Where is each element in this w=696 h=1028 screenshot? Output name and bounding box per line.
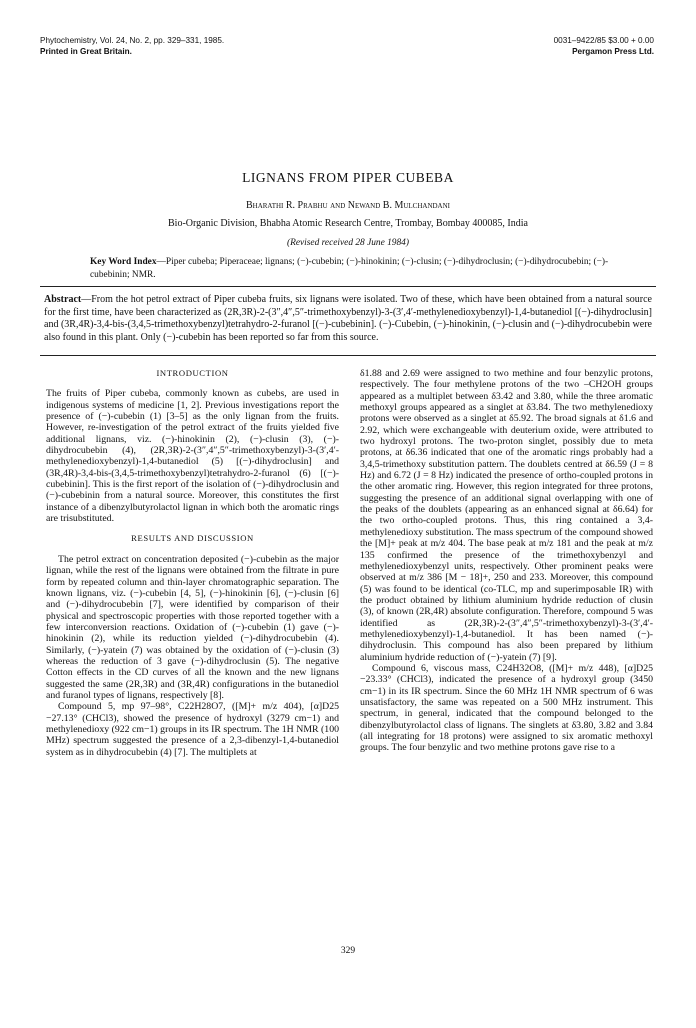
abstract: [44, 294, 652, 344]
affiliation: Bio-Organic Division, Bhabha Atomic Research Centre, Trombay, Bombay 400085, India: [168, 218, 528, 229]
right-paragraph-2: Compound 6, viscous mass, C24H32O8, ([M]+ m/z 448), [α]D25 −23.33° (CHCl3), indicated the presence of a hydroxyl group (3450 cm−1) in its IR spectrum. Since the 60 MHz 1H NMR spectrum of 6 was unsatisfactory, the same was repeated on a 500 MHz instrument. This spectrum, in general, indicated that the compound belonged to the dibenzylbutyrolactol class of lignans. The singlets at δ3.80, 3.82 and 3.84 (all integrating for 18 protons) were assigned to six aromatic methoxyl groups. The four benzylic and two methine protons gave rise to a: [360, 662, 653, 754]
running-header-left: [40, 35, 224, 57]
abstract-label: Abstract: [44, 294, 82, 305]
section-heading-results: RESULTS AND DISCUSSION: [131, 533, 254, 544]
results-paragraph-2: Compound 5, mp 97–98°, C22H28O7, ([M]+ m/z 404), [α]D25 −27.13° (CHCl3), showed the presence of hydroxyl (3279 cm−1) and methylenedioxy (922 cm−1) groups in its IR spectrum. The 1H NMR (100 MHz) spectrum suggested the presence of a 2,3-dibenzyl-1,4-butanediol system as in dihydrocubebin (4) [7]. The multiplets at: [46, 701, 339, 758]
divider-top: [40, 286, 656, 287]
revised-date: (Revised received 28 June 1984): [287, 238, 409, 248]
page-number: 329: [340, 946, 356, 956]
right-column: [360, 368, 653, 754]
keywords-text: —Piper cubeba; Piperaceae; lignans; (−)-cubebin; (−)-hinokinin; (−)-clusin; (−)-dihydroclusin; (−)-dihydrocubebin; (−)-cubebinin; NMR.: [90, 257, 609, 280]
price-code: 0031–9422/85 $3.00 + 0.00: [553, 36, 654, 45]
running-header-right: [554, 35, 654, 57]
printed-in: Printed in Great Britain.: [40, 47, 132, 56]
abstract-text: —From the hot petrol extract of Piper cubeba fruits, six lignans were isolated. Two of these, which have been obtained from a natural source for the first time, have been characterized as (2R,3R)-2-(3″,4″,5″-trimethoxybenzyl)-3-(3′,4′-methylenedioxybenzyl)-1,4-butanediol [(−)-dihydroclusin] and (3R,4R)-3,4-bis-(3,4,5-trimethoxybenzyl)tetrahydro-2-furanol [(−)-cubebinin]. (−)-Cubebin, (−)-hinokinin, (−)-clusin and (−)-dihydrocubebin were also found in this plant. Only (−)-cubebin has been reported so far from this source.: [44, 294, 652, 343]
right-paragraph-1: δ1.88 and 2.69 were assigned to two methine and four benzylic protons, respectively. The four methylene protons of the two –CH2OH groups appeared as a multiplet between δ3.42 and 3.80, while the three aromatic methoxyl groups appeared as a singlet at δ3.84. The two methylenedioxy protons were observed as a singlet at δ5.92. The broad signals at δ1.6 and 2.92, which were exchangeable with deuterium oxide, were attributed to two hydroxyl protons. The two-proton singlet, possibly due to meta protons, at δ6.36 indicated that one of the aromatic rings probably had a 3,4,5-trimethoxy substitution pattern. The doublets centred at δ6.59 (J = 8 Hz) and 6.72 (J = 8 Hz) indicated the presence of ortho-coupled protons in the other aromatic ring. However, this region integrated for three protons, suggesting the presence of an additional signal overlapping with one of the peaks of the doublets (appearing as an enhanced signal at δ6.64) for the two ortho-coupled protons. Thus, this ring contained a 3,4-methylenedioxy substitution. The mass spectrum of the compound showed the [M]+ peak at m/z 404. The base peak at m/z 181 and the peak at m/z 135 confirmed the presence of the trimethoxybenzyl and methylenedioxybenzyl units, respectively. Other prominent peaks were observed at m/z 386 [M − 18]+, 250 and 233. Moreover, this compound (5) was found to be identical (co-TLC, mp and superimposable IR) with the product obtained by lithium aluminium hydride reduction of clusin (3), of known (2R,4R) absolute configuration. Therefore, compound 5 was identified as (2R,3R)-2-(3″,4″,5″-trimethoxybenzyl)-3-(3′,4′-methylenedioxybenzyl)-1,4-butanediol. It has been named (−)-dihydroclusin. This compound has also been prepared by lithium aluminium hydride reduction of (−)-yatein (7) [9].: [360, 368, 653, 663]
divider-bottom: [40, 355, 656, 356]
keywords-label: Key Word Index: [90, 257, 157, 267]
section-heading-introduction: INTRODUCTION: [156, 368, 229, 378]
article-title: LIGNANS FROM PIPER CUBEBA: [242, 170, 454, 185]
keywords: [90, 256, 610, 282]
publisher: Pergamon Press Ltd.: [572, 47, 654, 56]
results-paragraph-1: The petrol extract on concentration deposited (−)-cubebin as the major lignan, while the rest of the lignans were obtained from the filtrate in pure form by repeated column and thin-layer chromatographic separation. The known lignans, viz. (−)-cubebin [4, 5], (−)-hinokinin [6], (−)-clusin [6] and (−)-dihydrocubebin [7], were identified by comparison of their physical and spectroscopic properties with those reported together with a few interconversion reactions. Oxidation of (−)-cubebin (1) gave (−)-hinokinin (2), while its reduction yielded (−)-dihydrocubebin (4). Similarly, (−)-yatein (7) was obtained by the oxidation of (−)-clusin (3) whereas the reduction of 3 gave (−)-dihydroclusin (5). The negative Cotton effects in the CD curves of all the known and the new lignans suggested the same (2R,3R) and (3R,4R) configurations in the butanediol and furanol types of lignans, respectively [8].: [46, 553, 339, 701]
authors: Bharathi R. Prabhu and Newand B. Mulchandani: [245, 200, 450, 211]
intro-paragraph: The fruits of Piper cubeba, commonly known as cubebs, are used in indigenous systems of medicine [1, 2]. Previous investigations report the presence of (−)-cubebin (1) [3–5] as the only lignan from the fruits. However, re-investigation of the petrol extract of the fruits yielded five additional lignans, viz. (−)-hinokinin (2), (−)-clusin (3), (−)-dihydrocubebin (4), (2R,3R)-2-(3″,4″,5″-trimethoxybenzyl)-3-(3′,4′-methylenedioxybenzyl)-1,4-butanediol (5) [(−)-dihydroclusin] and (3R,4R)-3,4-bis-(3,4,5-trimethoxybenzyl)tetrahydro-2-furanol (6) [(−)-cubebinin]. This is the first report of the isolation of (−)-dihydroclusin and (−)-cubebinin from a natural source. Moreover, this constitutes the first instance of a dibenzylbutyrolactol lignan in which both the aromatic rings are trisubstituted.: [46, 388, 339, 525]
left-column: [46, 368, 339, 758]
journal-citation: Phytochemistry, Vol. 24, No. 2, pp. 329–331, 1985.: [40, 36, 225, 45]
